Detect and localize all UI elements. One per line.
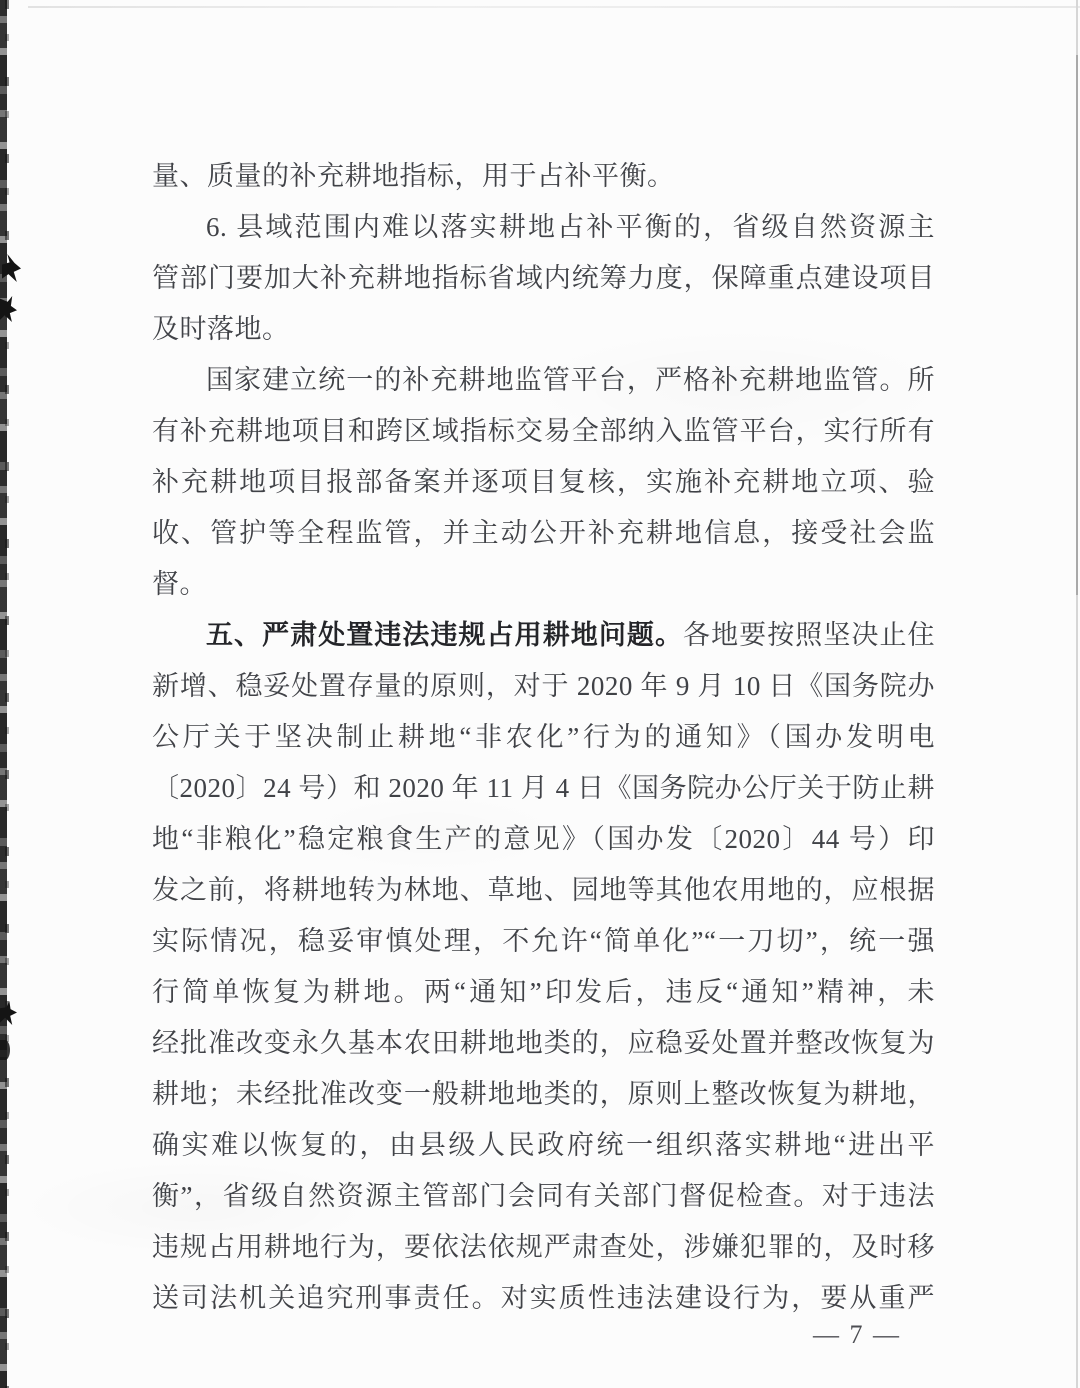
text-line [152,253,935,304]
text-line [152,1273,935,1324]
body-text: 地“非粮化”稳定粮食生产的意见》（国办发〔2020〕44 号）印 [152,824,935,854]
text-line [152,814,935,865]
text-line [152,916,935,967]
body-text: 违规占用耕地行为，要依法依规严肃查处，涉嫌犯罪的，及时移 [152,1232,935,1262]
text-line [152,1171,935,1222]
text-line [152,508,935,559]
body-text: 及时落地。 [152,314,290,344]
body-text: 实际情况，稳妥审慎处理，不允许“简单化”“一刀切”，统一强 [152,926,935,956]
body-text: 〔2020〕24 号）和 2020 年 11 月 4 日《国务院办公厅关于防止耕 [152,773,935,803]
text-line [152,763,935,814]
scan-left-edge-fray-artifact [5,0,9,1388]
body-text: 送司法机关追究刑事责任。对实质性违法建设行为，要从重严 [152,1283,935,1313]
body-text: 收、管护等全程监管，并主动公开补充耕地信息，接受社会监 [152,518,935,548]
body-text: 有补充耕地项目和跨区域指标交易全部纳入监管平台，实行所有 [152,416,935,446]
text-line [152,1069,935,1120]
text-line [152,712,935,763]
scan-ink-blob [0,1040,10,1060]
page-number [798,1320,916,1350]
text-line [152,202,935,253]
body-text: 补充耕地项目报部备案并逐项目复核，实施补充耕地立项、验 [152,467,935,497]
body-text: 发之前，将耕地转为林地、草地、园地等其他农用地的，应根据 [152,875,935,905]
body-text: 管部门要加大补充耕地指标省域内统筹力度，保障重点建设项目 [152,263,935,293]
page-number-label: — 7 — [813,1320,901,1349]
body-text: 经批准改变永久基本农田耕地地类的，应稳妥处置并整改恢复为 [152,1028,935,1058]
body-text: 各地要按照坚决止住 [683,620,936,650]
text-line [152,610,935,661]
text-line [152,1018,935,1069]
text-line [152,661,935,712]
text-line [152,1222,935,1273]
text-line [152,355,935,406]
body-text: 6. 县域范围内难以落实耕地占补平衡的，省级自然资源主 [206,212,935,242]
text-line [152,1120,935,1171]
text-line [152,304,935,355]
text-line [152,967,935,1018]
text-line [152,559,935,610]
body-text: 衡”，省级自然资源主管部门会同有关部门督促检查。对于违法 [152,1181,935,1211]
body-text: 量、质量的补充耕地指标，用于占补平衡。 [152,161,675,191]
scan-right-edge-line-dark [1076,55,1078,595]
document-body-text [152,151,935,1324]
text-line [152,151,935,202]
body-text: 国家建立统一的补充耕地监管平台，严格补充耕地监管。所 [206,365,935,395]
section-heading-text: 五、严肃处置违法违规占用耕地问题。 [206,620,684,650]
scan-top-edge-line [28,6,1080,8]
body-text: 新增、稳妥处置存量的原则，对于 2020 年 9 月 10 日《国务院办 [152,671,935,701]
body-text: 行简单恢复为耕地。两“通知”印发后，违反“通知”精神，未 [152,977,935,1007]
body-text: 督。 [152,569,207,599]
text-line [152,865,935,916]
text-line [152,406,935,457]
body-text: 公厅关于坚决制止耕地“非农化”行为的通知》（国办发明电 [152,722,935,752]
text-line [152,457,935,508]
body-text: 确实难以恢复的，由县级人民政府统一组织落实耕地“进出平 [152,1130,935,1160]
body-text: 耕地；未经批准改变一般耕地地类的，原则上整改恢复为耕地， [152,1079,935,1109]
